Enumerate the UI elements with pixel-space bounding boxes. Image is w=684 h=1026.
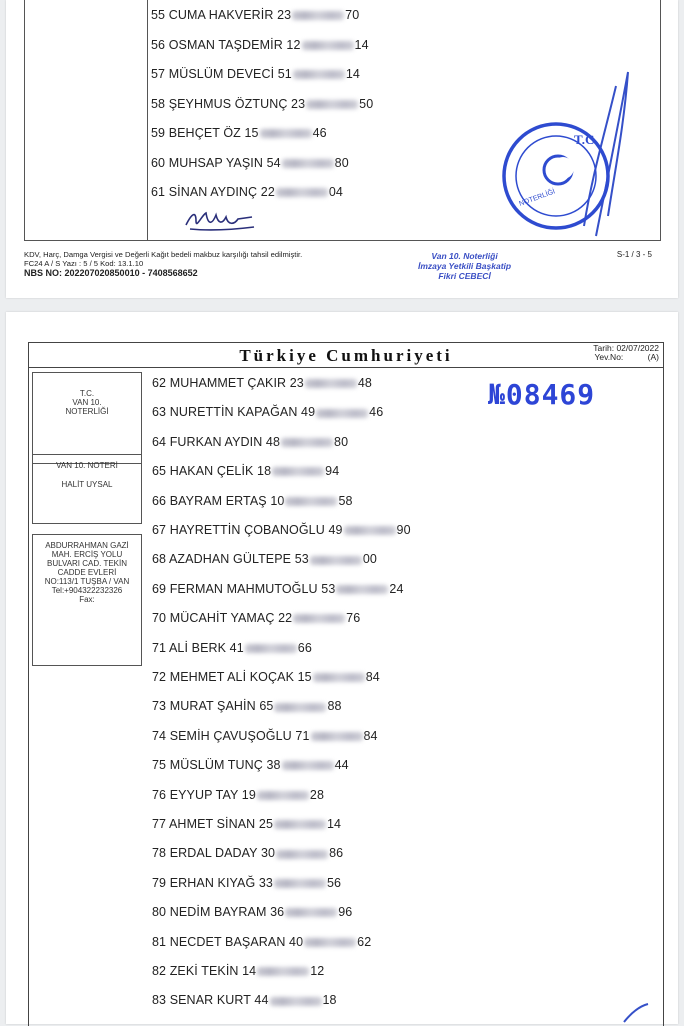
serial-number-stamp: №08469 <box>488 378 596 411</box>
list-item-number: 69 <box>152 581 167 596</box>
authorization-stamp <box>418 251 511 281</box>
list-item-number: 64 <box>152 434 167 449</box>
box2-line: HALİT UYSAL <box>61 480 113 489</box>
notary-name-box <box>32 454 142 524</box>
id-suffix: 14 <box>327 817 342 831</box>
list-item-number: 78 <box>152 846 167 861</box>
id-prefix: 14 <box>242 964 257 978</box>
date-block <box>593 344 659 362</box>
id-suffix: 66 <box>297 640 312 655</box>
id-prefix: 54 <box>266 155 281 170</box>
redacted-id <box>293 70 345 79</box>
document-title: Türkiye Cumhuriyeti <box>239 346 453 365</box>
list-item-number: 60 <box>151 155 166 170</box>
redacted-id <box>282 159 334 168</box>
list-item-name: ZEKİ TEKİN <box>169 964 239 978</box>
box1-line: VAN 10. <box>72 398 102 407</box>
list-item-name: MURAT ŞAHİN <box>169 699 256 714</box>
id-suffix: 84 <box>363 728 378 743</box>
list-item-number: 77 <box>152 817 167 831</box>
id-prefix: 44 <box>254 993 269 1008</box>
list-item-name: SEMİH ÇAVUŞOĞLU <box>169 728 292 743</box>
id-suffix: 46 <box>312 126 327 140</box>
redacted-id <box>302 41 354 50</box>
id-suffix: 84 <box>365 670 380 684</box>
list-item-number: 66 <box>152 493 167 508</box>
id-prefix: 51 <box>277 67 292 81</box>
id-suffix: 18 <box>322 993 337 1008</box>
redacted-id <box>306 100 358 109</box>
list-item-name: NEDİM BAYRAM <box>169 905 267 920</box>
list-item <box>151 38 369 52</box>
redacted-id <box>272 467 324 476</box>
list-item-number: 57 <box>151 67 166 81</box>
list-item-name: MÜCAHİT YAMAÇ <box>169 611 275 626</box>
redacted-id <box>304 938 356 947</box>
redacted-id <box>316 409 368 418</box>
redacted-id <box>281 438 333 447</box>
list-item-name: AHMET SİNAN <box>169 817 256 831</box>
box3-line: CADDE EVLERİ <box>57 568 117 577</box>
list-item-name: ERDAL DADAY <box>169 846 258 861</box>
list-item-number: 83 <box>152 993 167 1008</box>
list-item-name: FURKAN AYDIN <box>169 434 263 449</box>
list-item-number: 67 <box>152 523 167 537</box>
list-item-number: 81 <box>152 934 167 949</box>
fee-footer <box>24 250 302 278</box>
redacted-id <box>282 761 334 770</box>
id-prefix: 23 <box>277 8 292 22</box>
id-suffix: 14 <box>345 67 360 81</box>
signature-icon <box>182 203 262 235</box>
list-item-name: MÜSLÜM DEVECİ <box>168 67 275 81</box>
id-suffix: 76 <box>346 611 361 626</box>
list-item-name: FERMAN MAHMUTOĞLU <box>169 581 318 596</box>
redacted-id <box>344 526 396 535</box>
list-item <box>152 905 352 919</box>
list-item <box>152 611 360 625</box>
list-item-name: CUMA HAKVERİR <box>168 8 274 22</box>
list-item <box>152 876 341 890</box>
id-prefix: 22 <box>260 185 275 199</box>
document-page-top <box>6 0 678 298</box>
list-item-number: 70 <box>152 611 167 626</box>
id-prefix: 40 <box>289 934 304 949</box>
list-item-number: 65 <box>152 464 167 479</box>
left-margin-column <box>24 0 148 241</box>
id-prefix: 10 <box>270 493 285 508</box>
list-item-name: AZADHAN GÜLTEPE <box>169 552 292 567</box>
id-prefix: 71 <box>295 728 310 743</box>
list-item-number: 61 <box>151 185 166 199</box>
list-item <box>152 788 324 802</box>
id-suffix: 04 <box>328 185 343 199</box>
box2-line: VAN 10. NOTERİ <box>56 461 118 470</box>
id-prefix: 48 <box>265 434 281 449</box>
list-item-name: MUHAMMET ÇAKIR <box>169 376 287 390</box>
redacted-id <box>285 497 337 506</box>
list-item-name: BEHÇET ÖZ <box>168 126 241 140</box>
redacted-id <box>313 673 365 682</box>
list-item-number: 72 <box>152 670 167 684</box>
list-item <box>152 817 341 831</box>
id-suffix: 12 <box>310 964 325 978</box>
list-item-name: BAYRAM ERTAŞ <box>169 493 267 508</box>
list-item-name: HAKAN ÇELİK <box>169 464 254 479</box>
nbs-number: NBS NO: 202207020850010 - 7408568652 <box>24 268 198 278</box>
id-prefix: 12 <box>286 37 301 52</box>
list-item <box>152 405 383 419</box>
redacted-id <box>293 614 345 623</box>
box3-line: Fax: <box>79 595 95 604</box>
list-item-number: 75 <box>152 758 167 773</box>
list-item-number: 82 <box>152 964 167 978</box>
list-item-number: 62 <box>152 376 167 390</box>
list-item-name: ERHAN KIYAĞ <box>169 875 256 890</box>
stamp-line-1: Van 10. Noterliği <box>431 251 498 261</box>
redacted-id <box>285 908 337 917</box>
list-item-number: 76 <box>152 787 167 802</box>
list-item-name: MEHMET ALİ KOÇAK <box>169 670 295 684</box>
redacted-id <box>257 967 309 976</box>
list-item-number: 79 <box>152 875 167 890</box>
id-suffix: 96 <box>338 905 353 920</box>
pen-mark-icon <box>622 1002 652 1024</box>
id-prefix: 30 <box>260 846 276 861</box>
list-item-number: 74 <box>152 728 167 743</box>
id-prefix: 25 <box>258 817 273 831</box>
list-item-name: MUHSAP YAŞIN <box>168 155 263 170</box>
list-item <box>152 552 377 566</box>
list-item-number: 71 <box>152 640 167 655</box>
id-prefix: 18 <box>257 464 272 479</box>
list-item-number: 55 <box>151 8 166 22</box>
id-suffix: 56 <box>326 875 342 890</box>
redacted-id <box>274 879 326 888</box>
id-suffix: 24 <box>389 581 404 596</box>
id-prefix: 33 <box>258 875 273 890</box>
id-suffix: 80 <box>334 155 349 170</box>
id-suffix: 70 <box>345 8 360 22</box>
list-item-number: 59 <box>151 126 166 140</box>
redacted-id <box>257 791 309 800</box>
list-item <box>151 156 349 170</box>
id-prefix: 36 <box>270 905 285 920</box>
redacted-id <box>276 850 328 859</box>
notary-office-box <box>32 372 142 464</box>
list-item-number: 73 <box>152 699 167 714</box>
list-item <box>152 670 380 684</box>
box3-line: Tel:+904322232326 <box>51 586 123 595</box>
box3-line: MAH. ERCİŞ YOLU <box>51 550 123 559</box>
document-header <box>28 342 664 368</box>
id-prefix: 15 <box>297 670 312 684</box>
redacted-id <box>310 556 362 565</box>
id-suffix: 00 <box>362 552 377 567</box>
notary-address-box <box>32 534 142 666</box>
list-item <box>152 846 343 860</box>
list-item-name: NECDET BAŞARAN <box>169 934 286 949</box>
id-suffix: 50 <box>359 96 374 111</box>
list-item-number: 63 <box>152 405 167 420</box>
redacted-id <box>336 585 388 594</box>
id-prefix: 38 <box>266 758 281 773</box>
document-page-bottom <box>6 312 678 1024</box>
list-item-number: 80 <box>152 905 167 920</box>
redacted-id <box>270 997 322 1006</box>
id-prefix: 49 <box>328 523 343 537</box>
redacted-id <box>305 379 357 388</box>
date-label: Tarih: 02/07/2022 <box>593 343 659 353</box>
id-prefix: 53 <box>294 552 309 567</box>
box3-line: ABDURRAHMAN GAZİ <box>45 541 129 550</box>
redacted-id <box>260 129 312 138</box>
id-suffix: 46 <box>369 405 384 420</box>
list-item <box>152 964 324 978</box>
list-item-name: OSMAN TAŞDEMİR <box>168 37 283 52</box>
list-item <box>152 935 371 949</box>
id-prefix: 53 <box>321 581 336 596</box>
list-item <box>152 464 339 478</box>
box3-line: NO:113/1 TUŞBA / VAN <box>44 577 130 586</box>
list-item <box>151 8 359 22</box>
list-item-name: NURETTİN KAPAĞAN <box>169 405 298 420</box>
redacted-id <box>274 703 326 712</box>
list-item <box>152 993 337 1007</box>
redacted-id <box>245 644 297 653</box>
id-suffix: 86 <box>329 846 344 861</box>
list-item <box>152 376 372 390</box>
id-suffix: 80 <box>334 434 349 449</box>
stamp-line-3: Fikri CEBECİ <box>438 271 491 281</box>
list-item-number: 58 <box>151 96 166 111</box>
list-item-name: ALİ BERK <box>169 640 227 655</box>
box1-line: T.C. <box>79 389 95 398</box>
list-item <box>152 494 353 508</box>
list-item <box>152 435 348 449</box>
list-item <box>151 185 343 199</box>
id-suffix: 14 <box>354 37 369 52</box>
id-prefix: 65 <box>259 699 274 714</box>
list-item <box>152 523 411 537</box>
list-item <box>152 699 342 713</box>
id-prefix: 41 <box>229 640 244 655</box>
id-prefix: 23 <box>289 376 304 390</box>
id-prefix: 23 <box>291 96 306 111</box>
list-item <box>152 582 404 596</box>
list-item <box>152 758 349 772</box>
list-item <box>151 126 327 140</box>
id-suffix: 94 <box>325 464 340 479</box>
notary-seal-icon <box>496 66 646 242</box>
fee-note: KDV, Harç, Damga Vergisi ve Değerli Kağıt bedeli makbuz karşılığı tahsil edilmiştir. <box>24 250 303 259</box>
seal-text: T.C. <box>574 132 598 147</box>
yev-value: (A) <box>647 352 659 362</box>
svg-text:NOTERLİĞİ: NOTERLİĞİ <box>518 188 557 208</box>
page-number: S-1 / 3 - 5 <box>616 250 652 259</box>
list-item-number: 68 <box>152 552 167 567</box>
list-item <box>151 67 360 81</box>
id-suffix: 44 <box>334 758 349 773</box>
list-item <box>152 641 312 655</box>
redacted-id <box>311 732 363 741</box>
list-item-number: 56 <box>151 37 166 52</box>
box3-line: BULVARI CAD. TEKİN <box>46 559 128 568</box>
box1-line: NOTERLİĞİ <box>65 407 109 416</box>
list-item-name: ŞEYHMUS ÖZTUNÇ <box>168 96 288 111</box>
form-code: FC24 A / S Yazı : 5 / 5 Kod: 13.1.10 <box>24 259 144 268</box>
id-prefix: 49 <box>301 405 316 420</box>
id-suffix: 90 <box>396 523 411 537</box>
list-item-name: SENAR KURT <box>169 993 251 1008</box>
list-item-name: SİNAN AYDINÇ <box>168 185 258 199</box>
id-prefix: 15 <box>244 126 259 140</box>
stamp-line-2: İmzaya Yetkili Başkatip <box>418 261 512 271</box>
redacted-id <box>274 820 326 829</box>
id-suffix: 88 <box>327 699 342 714</box>
list-item-name: EYYUP TAY <box>169 787 239 802</box>
id-suffix: 48 <box>357 376 372 390</box>
list-item-name: HAYRETTİN ÇOBANOĞLU <box>169 523 325 537</box>
redacted-id <box>292 11 344 20</box>
id-prefix: 19 <box>241 787 256 802</box>
yev-label: Yev.No: <box>594 352 624 362</box>
list-item-name: MÜSLÜM TUNÇ <box>169 758 263 773</box>
id-prefix: 22 <box>278 611 293 626</box>
id-suffix: 28 <box>309 787 325 802</box>
redacted-id <box>276 188 328 197</box>
list-item <box>152 729 378 743</box>
list-item <box>151 97 373 111</box>
id-suffix: 58 <box>338 493 353 508</box>
id-suffix: 62 <box>357 934 372 949</box>
